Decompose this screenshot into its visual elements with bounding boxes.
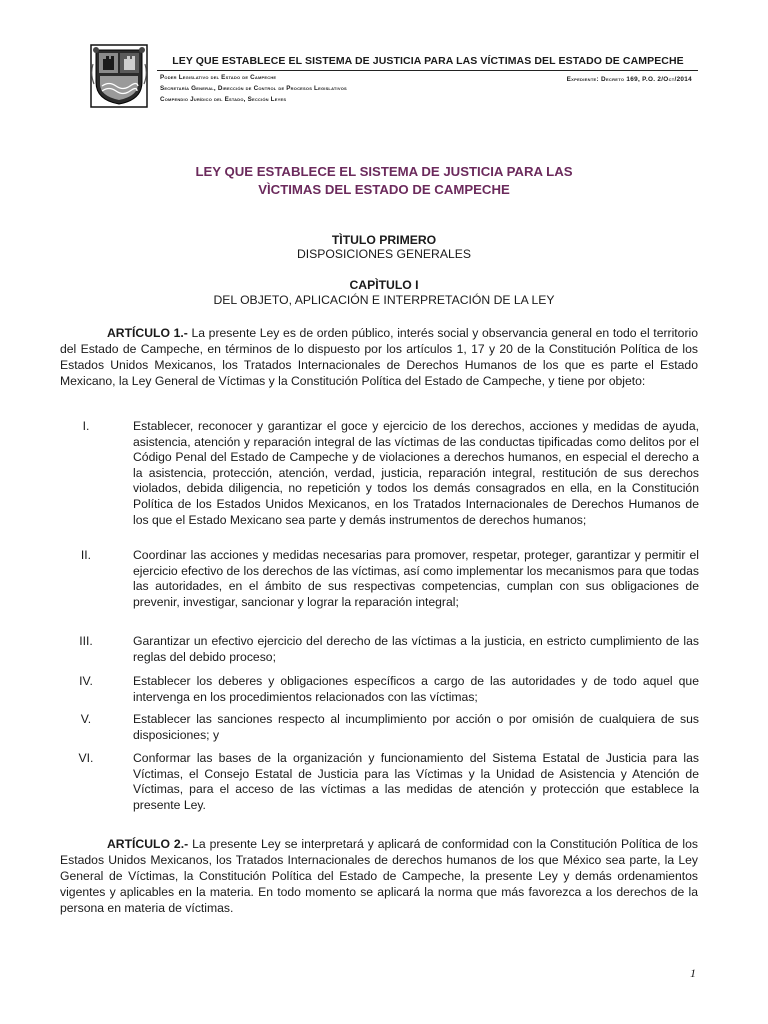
- document-title-line-2: VÌCTIMAS DEL ESTADO DE CAMPECHE: [258, 182, 510, 197]
- article-2-text: La presente Ley se interpretará y aplicará de conformidad con la Constitución Política de los Estados Unidos Mexicanos, los Tratados Internacionales de derechos humanos de los que México sea parte, la Ley General de Víctimas, la Constitución Política del Estado de Campeche, la presente Ley y demás ordenamientos vigentes y aplicables en la materia. En todo momento se aplicará la norma que más favorezca a los derechos de la persona en materia de víctimas.: [60, 837, 698, 915]
- list-item-number: V.: [80, 712, 92, 726]
- list-item-text: Establecer, reconocer y garantizar el goce y ejercicio de los derechos, acciones y medidas de ayuda, asistencia, atención y reparación integral de las víctimas de las conductas tipificadas como delitos por el Código Penal del Estado de Campeche y de violaciones a derechos humanos, en especial el derecho a la asistencia, protección, atención, verdad, justicia, reparación integral, restitución de sus derechos violados, debida diligencia, no repetición y todos los demás consagrados en ella, en la Constitución Política de los Estados Unidos Mexicanos, en los Tratados Internacionales de Derechos Humanos de los que el Estado Mexicano sea parte y demás instrumentos de derechos humanos;: [133, 419, 699, 527]
- titulo-heading: TÌTULO PRIMERO: [331, 233, 437, 247]
- capitulo-subheading: DEL OBJETO, APLICACIÓN E INTERPRETACIÓN DE LA LEY: [213, 293, 555, 307]
- page-number: 1: [690, 966, 696, 980]
- header-expediente: Expediente: Decreto 169, P.O. 2/Oct/2014: [566, 76, 692, 83]
- list-item-text: Conformar las bases de la organización y funcionamiento del Sistema Estatal de Justicia para las Víctimas, el Consejo Estatal de Justicia para las Víctimas y la Unidad de Asistencia y Atención de Víctimas, para el acceso de las víctimas a las medidas de atención y protección que establece la presente Ley.: [133, 751, 699, 812]
- article-1: [60, 325, 698, 389]
- list-item-text: Coordinar las acciones y medidas necesarias para promover, respetar, proteger, garantizar y permitir el ejercicio efectivo de los derechos de las víctimas, así como implementar los mecanismos para que todas las autoridades, en el ámbito de sus respectivas competencias, cumplan con sus obligaciones de prevenir, investigar, sancionar y lograr la reparación integral;: [133, 548, 699, 609]
- header-divider: [157, 70, 698, 71]
- state-seal-icon: [90, 44, 148, 108]
- document-title-line-1: LEY QUE ESTABLECE EL SISTEMA DE JUSTICIA PARA LAS: [195, 164, 573, 179]
- list-item-number: IV.: [79, 674, 93, 688]
- list-item-number: III.: [79, 634, 93, 648]
- list-item-number: I.: [82, 419, 90, 433]
- capitulo-heading: CAPÌTULO I: [349, 278, 419, 292]
- document-title: [120, 163, 648, 199]
- header-section: Compendio Jurídico del Estado, Sección Leyes: [160, 96, 287, 103]
- article-2-label: ARTÍCULO 2.-: [107, 837, 189, 851]
- titulo-subheading: DISPOSICIONES GENERALES: [296, 247, 472, 261]
- list-item-text: Garantizar un efectivo ejercicio del derecho de las víctimas a la justicia, en estricto cumplimiento de las reglas del debido proceso;: [133, 634, 699, 664]
- list-item-number: II.: [80, 548, 92, 562]
- list-item-number: VI.: [78, 751, 94, 765]
- list-item-text: Establecer las sanciones respecto al incumplimiento por acción o por omisión de cualquiera de sus disposiciones; y: [133, 712, 699, 742]
- header-institution: Poder Legislativo del Estado de Campeche: [160, 74, 277, 81]
- header-title: LEY QUE ESTABLECE EL SISTEMA DE JUSTICIA PARA LAS VÍCTIMAS DEL ESTADO DE CAMPECHE: [172, 55, 684, 67]
- list-item-text: Establecer los deberes y obligaciones específicos a cargo de las autoridades y de todo aquel que intervenga en los procedimientos relacionados con las víctimas;: [133, 674, 699, 704]
- article-1-text: La presente Ley es de orden público, interés social y observancia general en todo el territorio del Estado de Campeche, en términos de lo dispuesto por los artículos 1, 17 y 20 de la Constitución Política de los Estados Unidos Mexicanos, los Tratados Internacionales de Derechos Humanos de los que es parte el Estado Mexicano, la Ley General de Víctimas y la Constitución Política del Estado de Campeche, y tiene por objeto:: [60, 326, 699, 388]
- article-1-label: ARTÍCULO 1.-: [107, 326, 188, 340]
- header-department: Secretaría General, Dirección de Control de Procesos Legislativos: [160, 85, 347, 92]
- article-2: [60, 836, 698, 916]
